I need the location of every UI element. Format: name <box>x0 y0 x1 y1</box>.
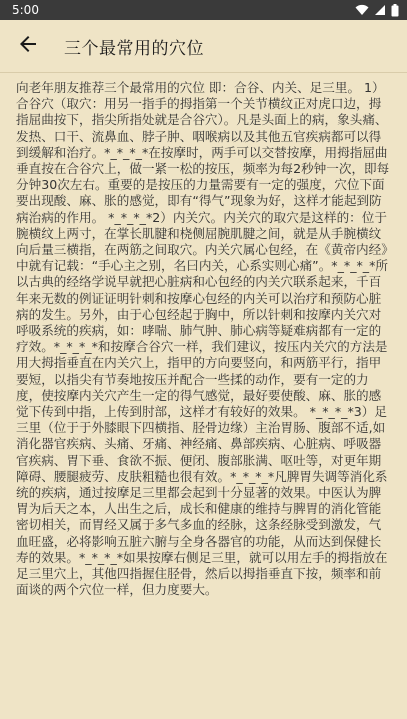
page-title: 三个最常用的穴位 <box>64 38 204 59</box>
back-button[interactable] <box>0 20 56 72</box>
wifi-icon <box>355 4 369 16</box>
arrow-back-icon <box>19 35 37 57</box>
article-body: 向老年朋友推荐三个最常用的穴位 即：合谷、内关、足三里。 1）合谷穴（取穴：用另一指手的拇指第一个关节横纹正对虎口边，拇指屈曲按下，指尖所指处就是合谷穴）。凡是头面上的病，象头痛、发热、口干、流鼻血、脖子肿、咽喉病以及其他五官疾病都可以得到缓解和治疗。*_*_*_*在按摩时，两手可以交替按摩，用拇指屈曲垂直按在合谷穴上，做一紧一松的按压，频率为每2秒钟一次，即每分钟30次左右。重要的是按压的力量需要有一定的强度，穴位下面要出现酸、麻、胀的感觉，即有“得气”现象为好，这样才能起到防病治病的作用。 *_*_*_*2）内关穴。内关穴的取穴是这样的：位于腕横纹上两寸，在掌长肌腱和桡侧屈腕肌腱之间，就是从手腕横纹向后量三横指，在两筋之间取穴。内关穴属心包经，在《黄帝内经》中就有记载：“手心主之别，名曰内关，心系实则心痛”。*_*_*_*所以古典的经络学说早就把心脏病和心包经的内关穴联系起来，千百年来无数的例证证明针刺和按摩心包经的内关可以治疗和预防心脏病的发生。另外，由于心包经起于胸中，所以针刺和按摩内关穴对呼吸系统的疾病，如：哮喘、肺气肿、肺心病等疑难病都有一定的疗效。*_*_*_*和按摩合谷穴一样，我们建议，按压内关穴的方法是用大拇指垂直在内关穴上，指甲的方向要竖向，和两筋平行，指甲要短，以指尖有节奏地按压并配合一些揉的动作，要有一定的力度，使按摩内关穴产生一定的得气感觉，最好要使酸、麻、胀的感觉下传到中指，上传到肘部，这样才有较好的效果。 *_*_*_*3）足三里（位于于外膝眼下四横指、胫骨边缘）主治胃肠、腹部不适,如消化器官疾病、头痛、牙痛、神经痛、鼻部疾病、心脏病、呼吸器官疾病、胃下垂、食欲不振、便闭、腹部胀满、呕吐等，对更年期障碍、腰腿疲劳、皮肤粗糙也很有效。*_*_*_*凡脾胃失调等消化系统的疾病，通过按摩足三里都会起到十分显著的效果。中医认为脾胃为后天之本，人出生之后，成长和健康的维持与脾胃的消化管能密切相关，而胃经又属于多气多血的经脉，这条经脉受到激发，气血旺盛，必将影响五脏六腑与全身各器官的功能，从而达到保健长寿的效果。*_*_*_*如果按摩右侧足三里，就可以用左手的拇指放在足三里穴上，其他四指握住胫骨，然后以拇指垂直下按，频率和前面谈的两个穴位一样，但力度要大。 <box>16 80 390 598</box>
status-bar <box>0 0 407 20</box>
signal-icon <box>374 4 386 16</box>
article-scroll-area[interactable] <box>16 80 391 719</box>
status-icons <box>355 4 399 17</box>
app-bar <box>0 20 407 72</box>
header-divider <box>0 72 407 73</box>
status-time: 5:00 <box>12 3 39 17</box>
battery-icon <box>391 4 399 17</box>
